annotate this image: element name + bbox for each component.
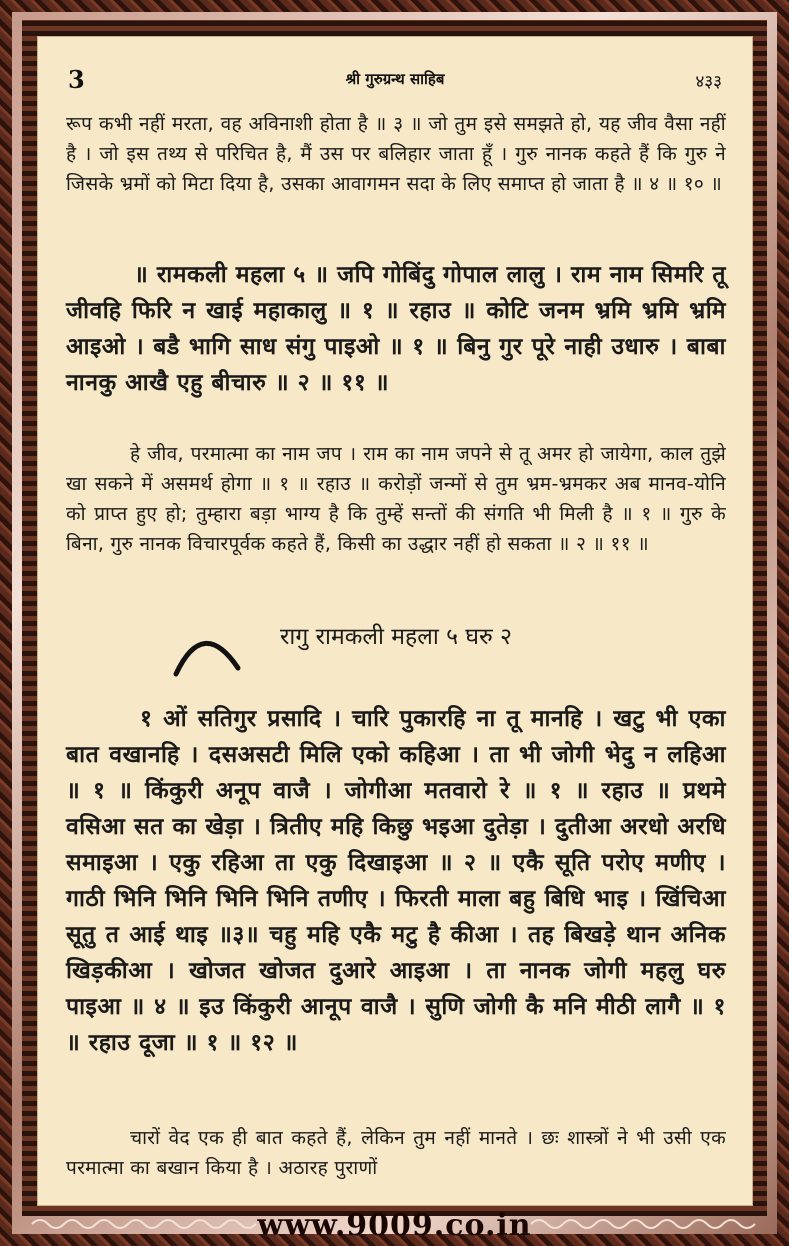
- header-left-number: 3: [68, 65, 85, 94]
- gurbani-paragraph-1: ॥ रामकली महला ५ ॥ जपि गोबिंदु गोपाल लालु । राम नाम सिमरि तू जीवहि फिरि न खाई महाकालु ॥ १ ॥ रहाउ ॥ कोटि जनम भ्रमि भ्रमि भ्रमि आइओ । बडै भागि साध संगु पाइओ ॥ १ ॥ बिनु गुर पूरे नाही उधारु । बाबा नानकु आखै एहु बीचारु ॥ २ ॥ ११ ॥: [66, 262, 726, 396]
- gurbani-paragraph-2: १ ओं सतिगुर प्रसादि । चारि पुकारहि ना तू मानहि । खटु भी एका बात वखानहि । दसअसटी मिलि एको कहिआ । ता भी जोगी भेदु न लहिआ ॥ १ ॥ किंकुरी अनूप वाजै । जोगीआ मतवारो रे ॥ १ ॥ रहाउ ॥ प्रथमे वसिआ सत का खेड़ा । त्रितीए महि किछु भइआ दुतेड़ा । दुतीआ अरधो अरधि समाइआ । एकु रहिआ ता एकु दिखाइआ ॥ २ ॥ एकै सूति परोए मणीए । गाठी भिनि भिनि भिनि भिनि तणीए । फिरती माला बहु बिधि भाइ । खिंचिआ सूतु त आई थाइ ॥३॥ चहु महि एकै मटु है कीआ । तह बिखड़े थान अनिक खिड़कीआ । खोजत खोजत दुआरे आइआ । ता नानक जोगी महलु घरु पाइआ ॥ ४ ॥ इउ किंकुरी आनूप वाजै । सुणि जोगी कै मनि मीठी लागै ॥ १ ॥ रहाउ दूजा ॥ १ ॥ १२ ॥: [66, 706, 726, 1056]
- translation-paragraph-1: रूप कभी नहीं मरता, वह अविनाशी होता है ॥ ३ ॥ जो तुम इसे समझते हो, यह जीव वैसा नहीं है । जो इस तथ्य से परिचित है, मैं उस पर बलिहार जाता हूँ । गुरु नानक कहते हैं कि गुरु ने जिसके भ्रमों को मिटा दिया है, उसका आवागमन सदा के लिए समाप्त हो जाता है ॥ ४ ॥ १० ॥: [66, 113, 726, 195]
- translation-paragraph-3: चारों वेद एक ही बात कहते हैं, लेकिन तुम नहीं मानते । छः शास्त्रों ने भी उसी एक परमात्मा का बखान किया है । अठारह पुराणों: [66, 1127, 726, 1179]
- scripture-page: [37, 36, 753, 1206]
- page-header: [68, 65, 722, 94]
- header-title: श्री गुरुग्रन्थ साहिब: [345, 70, 445, 88]
- website-url: www.9009.co.in: [257, 1208, 532, 1243]
- page-footer: [0, 1206, 789, 1246]
- footer-right-ornament: [529, 1216, 759, 1232]
- raag-title: रागु रामकली महला ५ घरु २: [280, 624, 512, 650]
- translation-paragraph-2: हे जीव, परमात्मा का नाम जप । राम का नाम जपने से तू अमर हो जायेगा, काल तुझे खा सकने में असमर्थ होगा ॥ १ ॥ रहाउ ॥ करोड़ों जन्मों से तुम भ्रम-भ्रमकर अब मानव-योनि को प्राप्त हुए हो; तुम्हारा बड़ा भाग्य है कि तुम्हें सन्तों की संगति भी मिली है ॥ १ ॥ गुरु के बिना, गुरु नानक विचारपूर्वक कहते हैं, किसी का उद्धार नहीं हो सकता ॥ २ ॥ ११ ॥: [66, 443, 726, 555]
- header-page-number: ४३३: [695, 72, 722, 92]
- ek-onkar-arc-mark: [158, 624, 248, 684]
